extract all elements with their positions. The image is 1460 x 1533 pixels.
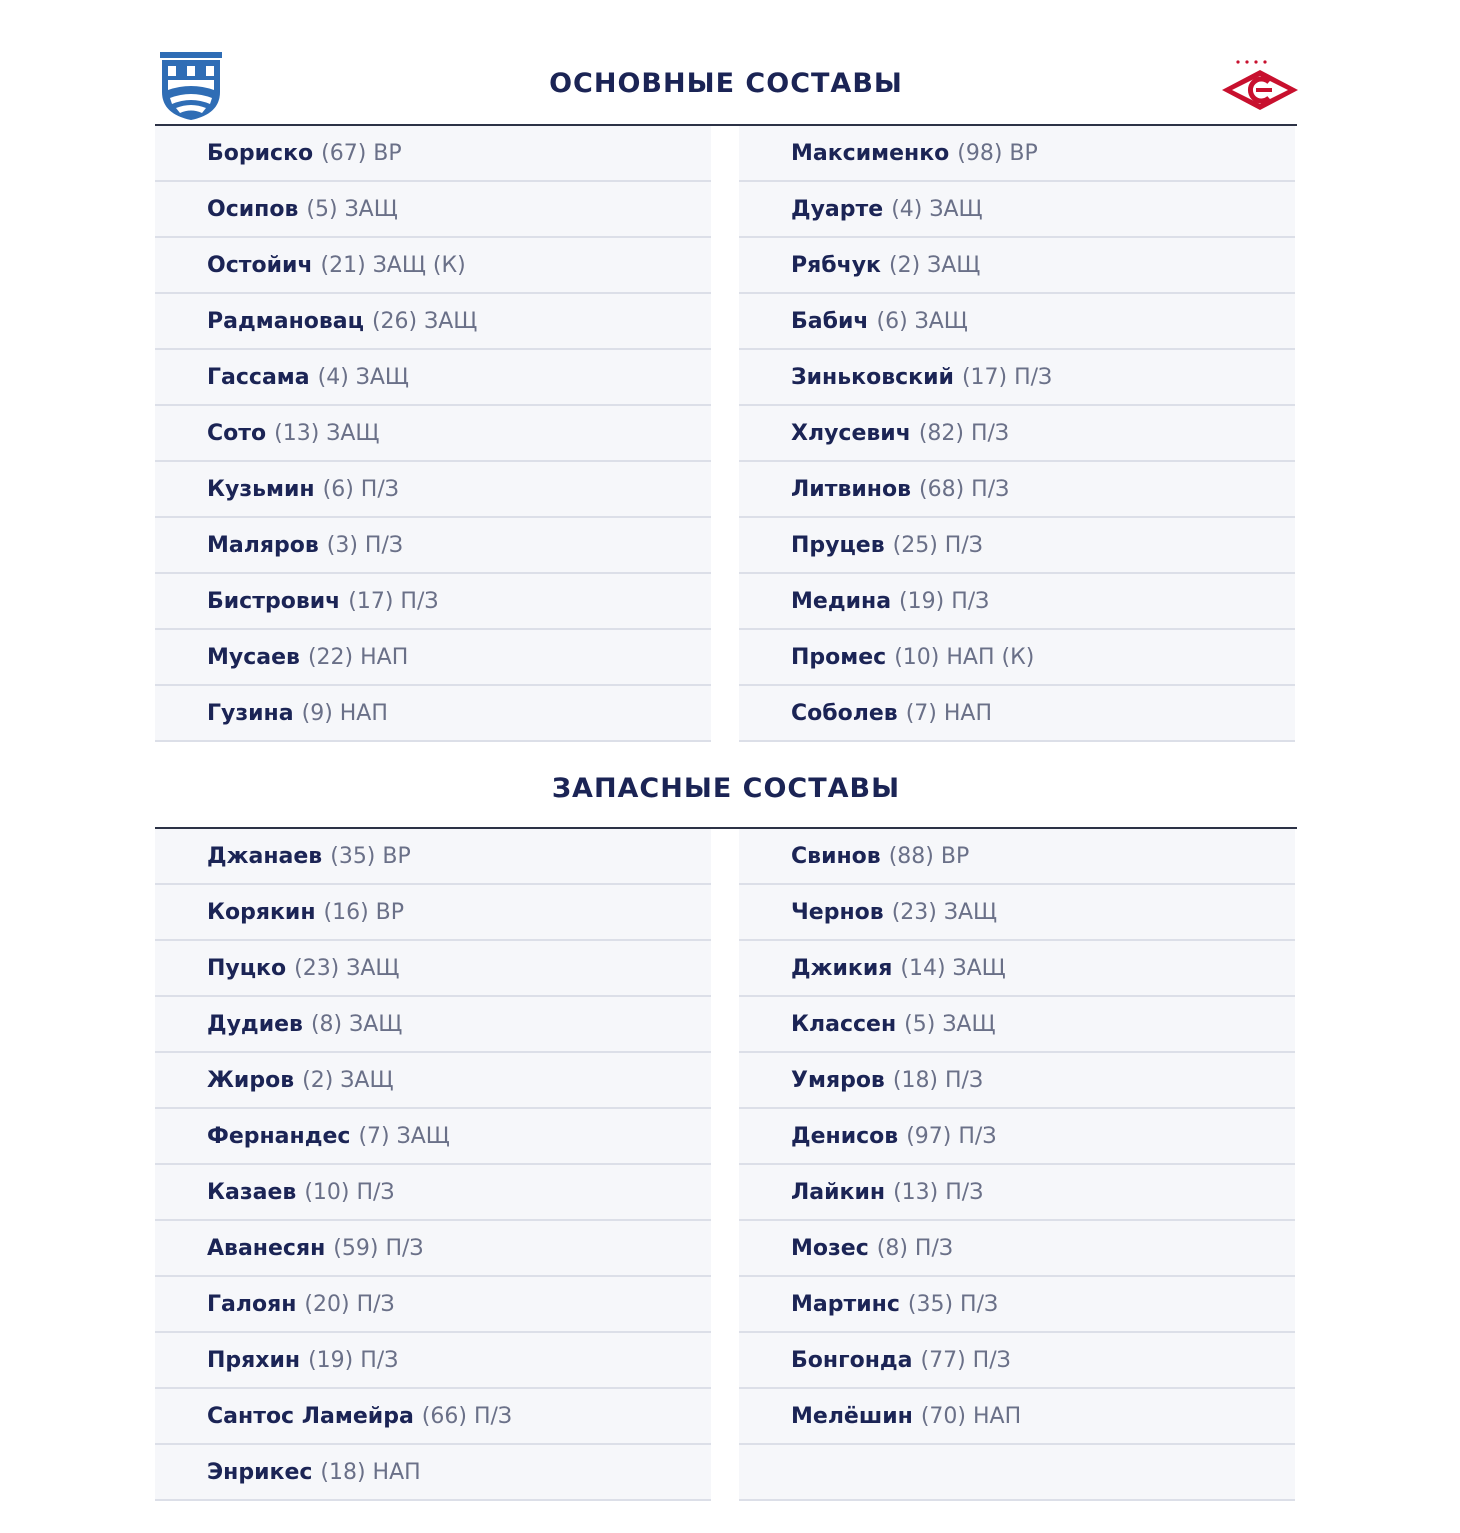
player-row — [155, 518, 711, 574]
player-row — [739, 1445, 1295, 1501]
player-row — [155, 1445, 711, 1501]
away-subs-list — [739, 829, 1295, 1501]
player-row — [739, 686, 1295, 742]
player-row — [739, 941, 1295, 997]
player-name: Хлусевич — [791, 420, 911, 446]
player-number-position: (13) ЗАЩ — [274, 420, 380, 446]
player-row — [739, 126, 1295, 182]
player-row — [155, 182, 711, 238]
player-number-position: (7) НАП — [905, 700, 992, 726]
player-name: Фернандес — [207, 1123, 351, 1149]
player-name: Пруцев — [791, 532, 885, 558]
player-number-position: (25) П/З — [892, 532, 983, 558]
player-name: Радмановац — [207, 308, 364, 334]
player-name: Сантос Ламейра — [207, 1403, 414, 1429]
player-row — [155, 686, 711, 742]
player-row — [739, 238, 1295, 294]
player-name: Казаев — [207, 1179, 297, 1205]
player-number-position: (14) ЗАЩ — [900, 955, 1006, 981]
player-name: Джанаев — [207, 843, 323, 869]
player-number-position: (7) ЗАЩ — [358, 1123, 450, 1149]
player-row — [155, 1109, 711, 1165]
player-row — [155, 126, 711, 182]
player-name: Денисов — [791, 1123, 899, 1149]
player-name: Гассама — [207, 364, 310, 390]
player-number-position: (9) НАП — [301, 700, 388, 726]
player-row — [155, 1053, 711, 1109]
player-name: Свинов — [791, 843, 881, 869]
player-row — [739, 1333, 1295, 1389]
player-number-position: (66) П/З — [421, 1403, 513, 1429]
player-number-position: (3) П/З — [326, 532, 403, 558]
player-name: Кузьмин — [207, 476, 315, 502]
player-row — [155, 829, 711, 885]
player-row — [739, 1221, 1295, 1277]
player-name: Маляров — [207, 532, 319, 558]
player-name: Бистрович — [207, 588, 341, 614]
player-row — [155, 1221, 711, 1277]
starting-lineups-title: ОСНОВНЫЕ СОСТАВЫ — [549, 68, 903, 99]
player-number-position: (2) ЗАЩ — [889, 252, 981, 278]
player-number-position: (6) П/З — [322, 476, 399, 502]
player-number-position: (5) ЗАЩ — [904, 1011, 996, 1037]
player-row — [155, 1389, 711, 1445]
player-name: Мусаев — [207, 644, 300, 670]
player-number-position: (17) П/З — [348, 588, 439, 614]
player-row — [739, 182, 1295, 238]
player-row — [739, 630, 1295, 686]
player-name: Сото — [207, 420, 267, 446]
player-name: Лайкин — [791, 1179, 886, 1205]
player-number-position: (8) ЗАЩ — [310, 1011, 403, 1037]
player-row — [155, 406, 711, 462]
player-name: Зиньковский — [791, 364, 954, 390]
player-name: Умяров — [791, 1067, 885, 1093]
player-name: Мозес — [791, 1235, 869, 1261]
player-number-position: (19) П/З — [899, 588, 990, 614]
player-number-position: (68) П/З — [919, 476, 1010, 502]
player-row — [155, 997, 711, 1053]
player-number-position: (16) ВР — [323, 899, 405, 925]
player-name: Классен — [791, 1011, 897, 1037]
player-number-position: (22) НАП — [307, 644, 409, 670]
player-row — [739, 518, 1295, 574]
player-name: Бабич — [791, 308, 869, 334]
player-number-position: (77) П/З — [920, 1347, 1011, 1373]
player-number-position: (6) ЗАЩ — [876, 308, 968, 334]
player-number-position: (23) ЗАЩ — [294, 955, 400, 981]
player-name: Гузина — [207, 700, 294, 726]
player-number-position: (10) НАП (К) — [894, 644, 1035, 670]
player-name: Дудиев — [207, 1011, 303, 1037]
player-name: Мартинс — [791, 1291, 900, 1317]
player-number-position: (35) П/З — [907, 1291, 999, 1317]
player-name: Мелёшин — [791, 1403, 913, 1429]
player-name: Жиров — [207, 1067, 295, 1093]
player-number-position: (35) ВР — [330, 843, 411, 869]
player-name: Галоян — [207, 1291, 297, 1317]
player-name: Пуцко — [207, 955, 287, 981]
player-name: Чернов — [791, 899, 884, 925]
player-number-position: (17) П/З — [961, 364, 1053, 390]
player-row — [739, 1165, 1295, 1221]
player-number-position: (5) ЗАЩ — [306, 196, 398, 222]
player-row — [739, 462, 1295, 518]
player-number-position: (2) ЗАЩ — [302, 1067, 394, 1093]
player-row — [155, 294, 711, 350]
player-name: Энрикес — [207, 1459, 313, 1485]
player-row — [155, 1165, 711, 1221]
player-row — [155, 238, 711, 294]
player-name: Остойич — [207, 252, 313, 278]
player-name: Джикия — [791, 955, 893, 981]
player-name: Аванесян — [207, 1235, 326, 1261]
player-number-position: (59) П/З — [333, 1235, 424, 1261]
player-row — [739, 1389, 1295, 1445]
player-number-position: (97) П/З — [906, 1123, 997, 1149]
player-row — [155, 1333, 711, 1389]
player-name: Промес — [791, 644, 887, 670]
player-name: Литвинов — [791, 476, 912, 502]
player-number-position: (4) ЗАЩ — [891, 196, 983, 222]
player-row — [155, 885, 711, 941]
player-number-position: (20) П/З — [304, 1291, 395, 1317]
player-name: Осипов — [207, 196, 299, 222]
player-row — [739, 574, 1295, 630]
player-row — [155, 941, 711, 997]
player-row — [155, 630, 711, 686]
player-name: Соболев — [791, 700, 898, 726]
player-row — [739, 1109, 1295, 1165]
player-name: Бонгонда — [791, 1347, 913, 1373]
player-name: Рябчук — [791, 252, 881, 278]
player-number-position: (18) НАП — [320, 1459, 421, 1485]
player-row — [739, 1277, 1295, 1333]
player-number-position: (18) П/З — [892, 1067, 984, 1093]
player-row — [739, 829, 1295, 885]
player-number-position: (19) П/З — [308, 1347, 399, 1373]
player-name: Корякин — [207, 899, 316, 925]
player-number-position: (13) П/З — [893, 1179, 984, 1205]
player-row — [155, 350, 711, 406]
player-row — [739, 406, 1295, 462]
player-name: Дуарте — [791, 196, 884, 222]
player-number-position: (8) П/З — [876, 1235, 953, 1261]
player-number-position: (98) ВР — [957, 140, 1038, 166]
home-subs-list — [155, 829, 711, 1501]
player-number-position: (26) ЗАЩ — [371, 308, 478, 334]
player-number-position: (23) ЗАЩ — [891, 899, 998, 925]
player-number-position: (10) П/З — [304, 1179, 395, 1205]
player-number-position: (67) ВР — [321, 140, 402, 166]
player-row — [739, 885, 1295, 941]
player-number-position: (88) ВР — [888, 843, 970, 869]
player-row — [739, 294, 1295, 350]
player-row — [739, 997, 1295, 1053]
away-starting-list — [739, 126, 1295, 742]
player-row — [739, 1053, 1295, 1109]
player-row — [155, 462, 711, 518]
home-starting-list — [155, 126, 711, 742]
player-row — [155, 574, 711, 630]
player-number-position: (4) ЗАЩ — [317, 364, 409, 390]
player-row — [739, 350, 1295, 406]
player-name: Пряхин — [207, 1347, 301, 1373]
player-name: Бориско — [207, 140, 314, 166]
player-name: Максименко — [791, 140, 950, 166]
player-number-position: (21) ЗАЩ (К) — [320, 252, 466, 278]
player-row — [155, 1277, 711, 1333]
player-number-position: (82) П/З — [918, 420, 1010, 446]
player-name: Медина — [791, 588, 892, 614]
substitutes-title: ЗАПАСНЫЕ СОСТАВЫ — [551, 773, 901, 804]
player-number-position: (70) НАП — [920, 1403, 1022, 1429]
